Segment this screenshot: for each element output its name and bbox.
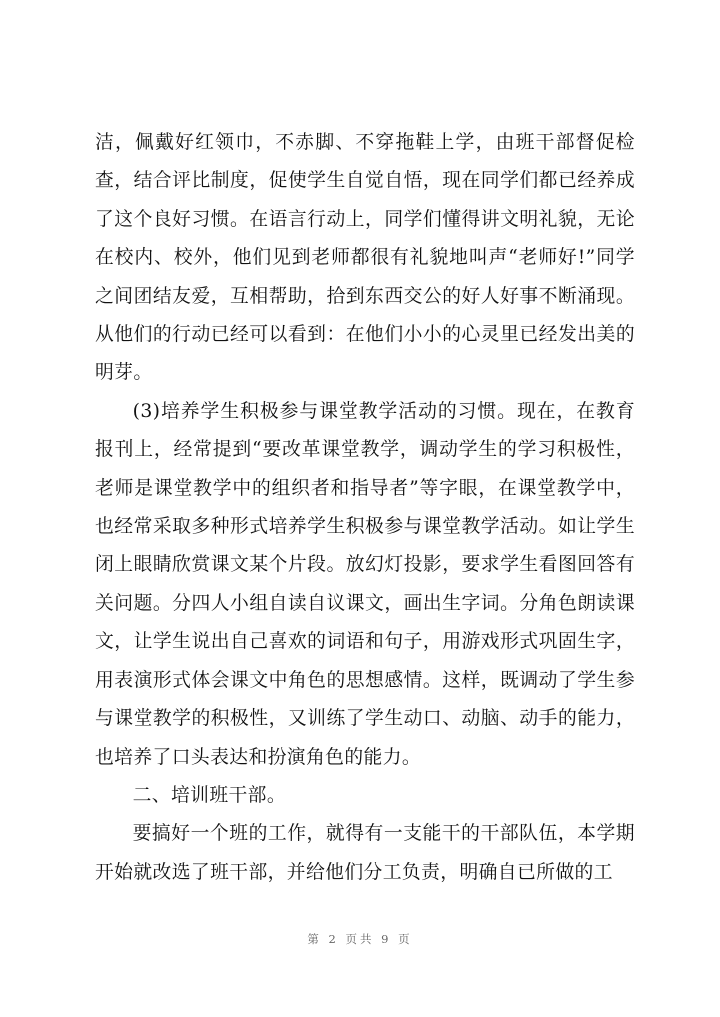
page-footer: 第 2 页共 9 页 (307, 932, 413, 946)
section-heading-train-cadres: 二、培训班干部。 (132, 784, 287, 806)
paragraph-habit-3: (3)培养学生积极参与课堂教学活动的习惯。现在，在教育报刊上，经常提到“要改革课堂教学，调动学生的学习积极性，老师是课堂教学中的组织者和指导者”等字眼，在课堂教学中，也经常采取多种形式培养学生积极参与课堂教学活动。如让学生闭上眼睛欣赏课文某个片段。放幻灯投影，要求学生看图回答有关问题。分四人小组自读自议课文，画出生字词。分角色朗读课文，让学生说出自己喜欢的词语和句子，用游戏形式巩固生字，用表演形式体会课文中角色的思想感情。这样，既调动了学生参与课堂教学的积极性，又训练了学生动口、动脑、动手的能力，也培养了口头表达和扮演角色的能力。 (95, 400, 635, 768)
paragraph-continuation: 洁，佩戴好红领巾，不赤脚、不穿拖鞋上学，由班干部督促检查，结合评比制度，促使学生自觉自悟，现在同学们都已经养成了这个良好习惯。在语言行动上，同学们懂得讲文明礼貌，无论在校内、校外，他们见到老师都很有礼貌地叫声“老师好!”同学之间团结友爱，互相帮助，拾到东西交公的好人好事不断涌现。从他们的行动已经可以看到：在他们小小的心灵里已经发出美的明芽。 (95, 132, 635, 384)
paragraph-cadres: 要搞好一个班的工作，就得有一支能干的干部队伍，本学期开始就改选了班干部，并给他们分工负责，明确自已所做的工 (95, 823, 635, 883)
body-text (95, 124, 635, 892)
